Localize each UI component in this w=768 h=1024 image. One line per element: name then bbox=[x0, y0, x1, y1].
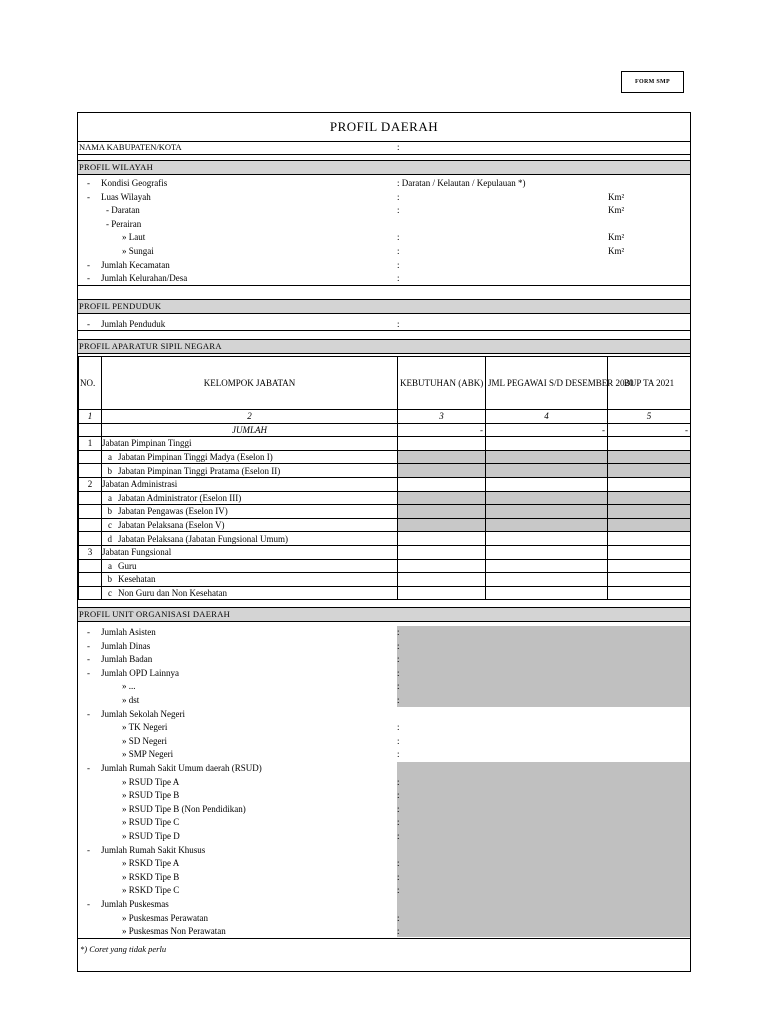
shaded-block bbox=[397, 626, 690, 707]
cell-value bbox=[608, 464, 691, 478]
row-separator: : bbox=[397, 681, 400, 692]
cell-value bbox=[608, 477, 691, 491]
row-label: - Perairan bbox=[106, 218, 142, 229]
column-header: BUP TA 2021 bbox=[608, 357, 691, 410]
row-label bbox=[102, 464, 398, 478]
row-dash: - bbox=[87, 273, 90, 284]
column-number: 4 bbox=[486, 410, 608, 424]
asn-table-row bbox=[79, 573, 691, 587]
row-separator: : bbox=[397, 803, 400, 814]
profil-daerah-form bbox=[77, 112, 691, 972]
row-sub-letter: a bbox=[108, 492, 112, 503]
row-separator: : bbox=[397, 926, 400, 937]
row-separator: : bbox=[397, 232, 400, 243]
asn-table-row bbox=[79, 532, 691, 546]
row-label: Kondisi Geografis bbox=[101, 178, 168, 188]
section-header-penduduk: PROFIL PENDUDUK bbox=[78, 299, 690, 314]
row-number bbox=[79, 532, 102, 546]
row-label: Jumlah Penduduk bbox=[101, 319, 166, 329]
row-separator: : bbox=[397, 627, 400, 637]
row-separator: : bbox=[397, 654, 400, 665]
row-label: » Puskesmas Non Perawatan bbox=[122, 926, 226, 937]
cell-value bbox=[398, 477, 486, 491]
asn-header-row bbox=[79, 357, 691, 410]
row-separator: : bbox=[397, 259, 400, 270]
row-label: Jumlah Kelurahan/Desa bbox=[101, 273, 188, 284]
cell-value bbox=[486, 532, 608, 546]
row-separator: : bbox=[397, 722, 400, 733]
divider bbox=[78, 285, 690, 286]
row-number bbox=[79, 518, 102, 532]
column-header: JML PEGAWAI S/D DESEMBER 2020 bbox=[486, 357, 608, 410]
row-label: Jumlah Rumah Sakit Khusus bbox=[101, 844, 206, 855]
divider bbox=[78, 330, 690, 331]
row-label: Jumlah Badan bbox=[101, 654, 153, 665]
row-label bbox=[102, 518, 398, 532]
row-number bbox=[79, 464, 102, 478]
row-label: » SD Negeri bbox=[122, 735, 167, 746]
row-dash: - bbox=[87, 654, 90, 665]
column-header: NO. bbox=[79, 357, 102, 410]
row-text: Jabatan Pimpinan Tinggi Pratama (Eselon II) bbox=[118, 465, 281, 476]
row-label: Jumlah Kecamatan bbox=[101, 259, 170, 270]
row-separator: : Daratan / Kelautan / Kepulauan *) bbox=[397, 178, 526, 188]
asn-table-row bbox=[79, 491, 691, 505]
row-dash: - bbox=[87, 640, 90, 651]
cell-value bbox=[608, 532, 691, 546]
row-dash: - bbox=[87, 899, 90, 909]
asn-table-row bbox=[79, 450, 691, 464]
cell-value bbox=[608, 559, 691, 573]
cell-value bbox=[398, 545, 486, 559]
row-label: » ... bbox=[122, 681, 136, 692]
row-number bbox=[79, 573, 102, 587]
row-label: » Laut bbox=[122, 232, 146, 243]
row-text: Jabatan Administrator (Eselon III) bbox=[118, 492, 242, 503]
asn-table-row bbox=[79, 559, 691, 573]
cell-value bbox=[486, 477, 608, 491]
row-number bbox=[79, 505, 102, 519]
cell-value bbox=[608, 545, 691, 559]
row-dash: - bbox=[87, 319, 90, 329]
row-label bbox=[102, 559, 398, 573]
row-text: Jabatan Pimpinan Tinggi bbox=[102, 438, 192, 449]
cell-value bbox=[608, 450, 691, 464]
row-label: » RSUD Tipe C bbox=[122, 817, 180, 828]
row-dash: - bbox=[87, 178, 90, 188]
row-separator: : bbox=[397, 817, 400, 828]
cell-value bbox=[608, 505, 691, 519]
cell-value bbox=[608, 573, 691, 587]
cell-value bbox=[486, 491, 608, 505]
row-separator: : bbox=[397, 858, 400, 869]
jumlah-value: - bbox=[398, 423, 486, 437]
cell-value bbox=[486, 518, 608, 532]
cell-value bbox=[486, 437, 608, 451]
row-number bbox=[79, 450, 102, 464]
divider bbox=[78, 154, 690, 155]
cell-value bbox=[608, 491, 691, 505]
divider bbox=[78, 938, 690, 939]
nama-kabupaten-label: NAMA KABUPATEN/KOTA bbox=[79, 142, 182, 152]
section-header-unit-org: PROFIL UNIT ORGANISASI DAERAH bbox=[78, 607, 690, 622]
row-text: Jabatan Fungsional bbox=[102, 547, 172, 558]
page-title: PROFIL DAERAH bbox=[329, 119, 439, 134]
row-separator: : bbox=[397, 273, 400, 284]
asn-table-row bbox=[79, 518, 691, 532]
cell-value bbox=[398, 532, 486, 546]
cell-value bbox=[398, 586, 486, 600]
row-label: Jumlah Dinas bbox=[101, 640, 151, 651]
row-label: » Sungai bbox=[122, 246, 154, 256]
form-code-box: FORM SMP bbox=[621, 71, 684, 93]
row-sub-letter: b bbox=[107, 506, 112, 517]
row-sub-letter: a bbox=[108, 452, 112, 463]
row-dash: - bbox=[87, 259, 90, 270]
row-number: 2 bbox=[79, 477, 102, 491]
row-label: » RSUD Tipe D bbox=[122, 831, 180, 841]
row-label bbox=[102, 573, 398, 587]
row-label: Jumlah Rumah Sakit Umum daerah (RSUD) bbox=[101, 763, 262, 773]
row-separator: : bbox=[397, 667, 400, 678]
column-number: 3 bbox=[398, 410, 486, 424]
row-label: » dst bbox=[122, 695, 140, 705]
row-label: Jumlah Puskesmas bbox=[101, 899, 169, 909]
row-label: » SMP Negeri bbox=[122, 749, 174, 760]
asn-table-row bbox=[79, 437, 691, 451]
asn-table-row bbox=[79, 586, 691, 600]
asn-table-row bbox=[79, 464, 691, 478]
row-separator: : bbox=[397, 831, 400, 841]
row-label bbox=[102, 532, 398, 546]
row-number bbox=[79, 586, 102, 600]
row-number bbox=[79, 491, 102, 505]
row-sub-letter: c bbox=[108, 588, 112, 599]
column-number: 5 bbox=[608, 410, 691, 424]
row-label bbox=[102, 505, 398, 519]
asn-table bbox=[78, 356, 691, 600]
asn-jumlah-row bbox=[79, 423, 691, 437]
row-label: » RSKD Tipe A bbox=[122, 858, 180, 869]
cell-value bbox=[486, 586, 608, 600]
row-separator: : bbox=[397, 735, 400, 746]
row-separator: : bbox=[397, 640, 400, 651]
row-label: » Puskesmas Perawatan bbox=[122, 912, 208, 923]
row-text: Jabatan Administrasi bbox=[102, 479, 178, 490]
row-unit: Km² bbox=[608, 232, 625, 243]
nama-kabupaten-sep: : bbox=[397, 142, 400, 152]
row-label bbox=[102, 491, 398, 505]
cell-value bbox=[608, 586, 691, 600]
row-separator: : bbox=[397, 776, 400, 787]
cell-value bbox=[486, 573, 608, 587]
row-separator: : bbox=[397, 246, 400, 256]
row-separator: : bbox=[397, 695, 400, 705]
row-separator: : bbox=[397, 912, 400, 923]
row-unit: Km² bbox=[608, 205, 625, 216]
row-label bbox=[102, 477, 398, 491]
jumlah-value: - bbox=[486, 423, 608, 437]
row-label bbox=[102, 450, 398, 464]
jumlah-value: - bbox=[608, 423, 691, 437]
row-separator: : bbox=[397, 205, 400, 216]
row-dash: - bbox=[87, 844, 90, 855]
section-header-wilayah: PROFIL WILAYAH bbox=[78, 160, 690, 175]
row-text: Jabatan Pengawas (Eselon IV) bbox=[118, 506, 228, 517]
row-separator: : bbox=[397, 749, 400, 760]
cell-value bbox=[398, 559, 486, 573]
asn-table-row bbox=[79, 545, 691, 559]
cell-value bbox=[486, 545, 608, 559]
column-header: KEBUTUHAN (ABK) bbox=[398, 357, 486, 410]
row-label: » RSUD Tipe B (Non Pendidikan) bbox=[122, 803, 246, 814]
row-number: 3 bbox=[79, 545, 102, 559]
row-separator: : bbox=[397, 885, 400, 896]
row-dash: - bbox=[87, 191, 90, 202]
row-number bbox=[79, 559, 102, 573]
row-sub-letter: b bbox=[107, 465, 112, 476]
cell-value bbox=[398, 437, 486, 451]
row-label: » RSUD Tipe B bbox=[122, 790, 180, 801]
asn-table-row bbox=[79, 477, 691, 491]
jumlah-label: JUMLAH bbox=[102, 423, 398, 437]
column-number: 1 bbox=[79, 410, 102, 424]
row-sub-letter: d bbox=[107, 533, 112, 544]
row-unit: Km² bbox=[608, 246, 625, 256]
row-text: Jabatan Pelaksana (Eselon V) bbox=[118, 520, 225, 531]
row-dash: - bbox=[87, 627, 90, 637]
row-label: Jumlah Asisten bbox=[101, 627, 156, 637]
row-text: Jabatan Pimpinan Tinggi Madya (Eselon I) bbox=[118, 452, 273, 463]
row-separator: : bbox=[397, 790, 400, 801]
row-separator: : bbox=[397, 191, 400, 202]
column-number: 2 bbox=[102, 410, 398, 424]
row-unit: Km² bbox=[608, 191, 625, 202]
row-label: » RSUD Tipe A bbox=[122, 776, 180, 787]
cell-value bbox=[608, 437, 691, 451]
asn-table-row bbox=[79, 505, 691, 519]
cell-value bbox=[486, 450, 608, 464]
cell-value bbox=[398, 573, 486, 587]
row-separator: : bbox=[397, 871, 400, 882]
section-header-asn: PROFIL APARATUR SIPIL NEGARA bbox=[78, 339, 690, 354]
row-label: Jumlah Sekolah Negeri bbox=[101, 708, 185, 719]
row-label: - Daratan bbox=[106, 205, 140, 216]
row-label bbox=[102, 545, 398, 559]
footnote: *) Coret yang tidak perlu bbox=[80, 944, 167, 954]
row-dash: - bbox=[87, 708, 90, 719]
cell-value bbox=[608, 518, 691, 532]
cell-empty bbox=[79, 423, 102, 437]
row-label bbox=[102, 437, 398, 451]
row-label: Jumlah OPD Lainnya bbox=[101, 667, 179, 678]
row-label: » RSKD Tipe C bbox=[122, 885, 180, 896]
shaded-block bbox=[397, 762, 690, 937]
row-label: » TK Negeri bbox=[122, 722, 168, 733]
cell-value bbox=[398, 518, 486, 532]
row-sub-letter: c bbox=[108, 520, 112, 531]
asn-column-number-row bbox=[79, 410, 691, 424]
cell-value bbox=[398, 505, 486, 519]
row-sub-letter: b bbox=[107, 574, 112, 585]
row-text: Jabatan Pelaksana (Jabatan Fungsional Umum) bbox=[118, 533, 288, 544]
row-number: 1 bbox=[79, 437, 102, 451]
row-label: Luas Wilayah bbox=[101, 191, 151, 202]
cell-value bbox=[398, 491, 486, 505]
row-text: Kesehatan bbox=[118, 574, 156, 585]
cell-value bbox=[398, 464, 486, 478]
row-dash: - bbox=[87, 667, 90, 678]
row-text: Non Guru dan Non Kesehatan bbox=[118, 588, 227, 599]
row-label bbox=[102, 586, 398, 600]
column-header: KELOMPOK JABATAN bbox=[102, 357, 398, 410]
cell-value bbox=[486, 464, 608, 478]
row-separator: : bbox=[397, 319, 400, 329]
row-text: Guru bbox=[118, 560, 137, 571]
cell-value bbox=[398, 450, 486, 464]
cell-value bbox=[486, 505, 608, 519]
row-sub-letter: a bbox=[108, 560, 112, 571]
row-label: » RSKD Tipe B bbox=[122, 871, 180, 882]
cell-value bbox=[486, 559, 608, 573]
row-dash: - bbox=[87, 763, 90, 773]
